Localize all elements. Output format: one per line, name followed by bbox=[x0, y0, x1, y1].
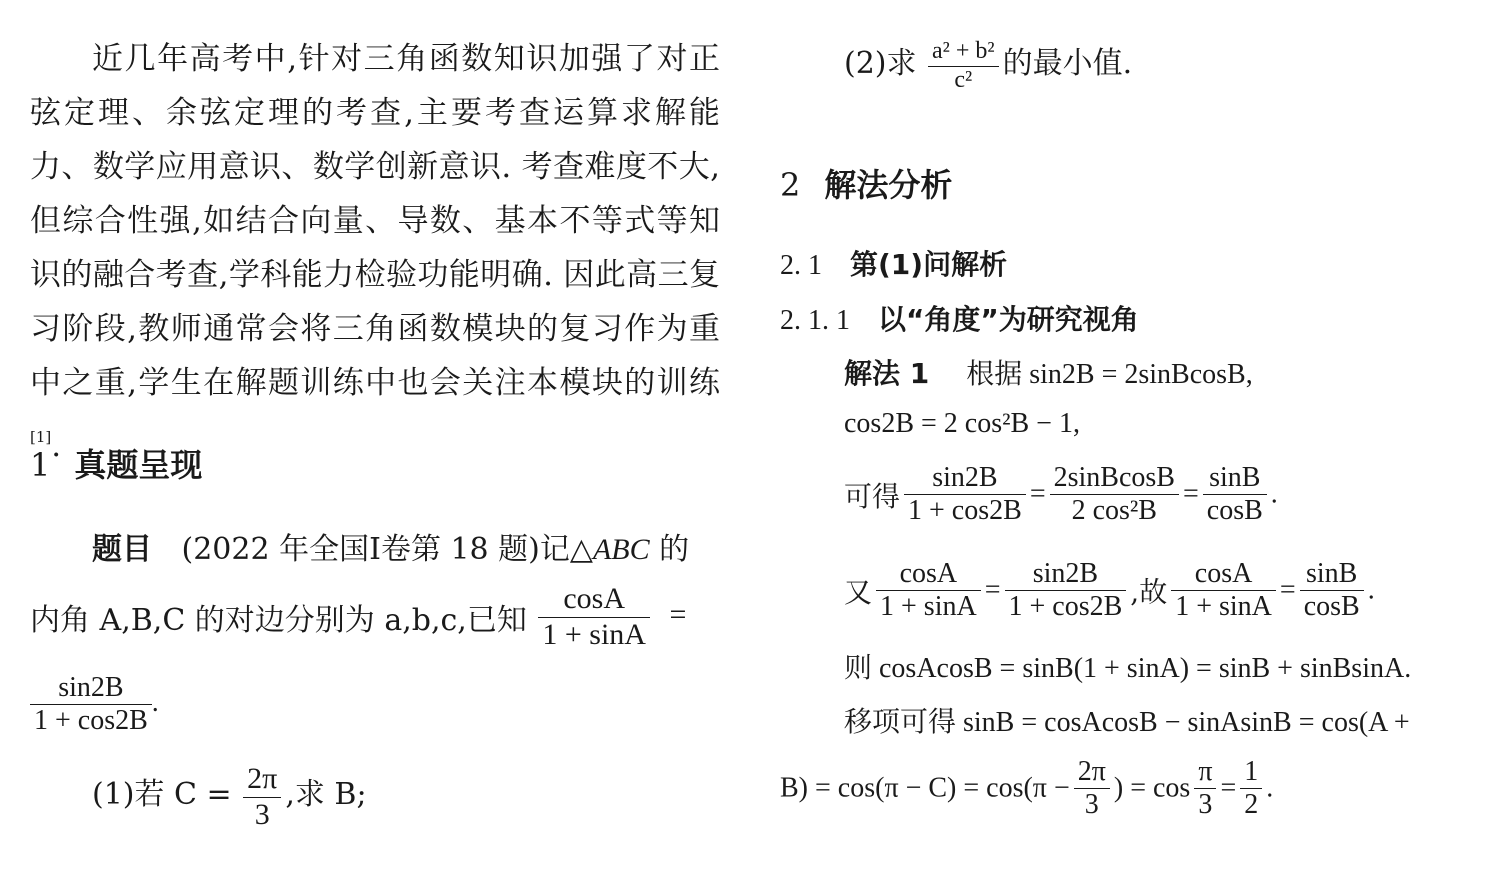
line3-prefix: 可得 bbox=[844, 479, 901, 513]
problem-triangle: ABC bbox=[592, 533, 650, 566]
method1-line6 bbox=[844, 700, 1410, 740]
method-label: 解法 1 bbox=[844, 357, 930, 390]
frac-num: cosA bbox=[1194, 558, 1253, 589]
fraction-cosA bbox=[538, 582, 650, 652]
frac-num: 1 bbox=[1244, 756, 1259, 787]
equals-sign: = bbox=[1279, 574, 1296, 606]
frac-den: cosB bbox=[1300, 590, 1364, 623]
frac-num: sin2B bbox=[58, 672, 124, 703]
method1-line2 bbox=[844, 408, 1080, 440]
line3-frac3 bbox=[1203, 462, 1267, 527]
section2-title: 解法分析 bbox=[824, 166, 953, 204]
part2-suffix: 的最小值. bbox=[1002, 46, 1133, 81]
method1-line4 bbox=[844, 558, 1375, 623]
subsection-2-1-1 bbox=[780, 298, 1139, 338]
frac-den: 3 bbox=[1074, 788, 1110, 821]
subsection-2-1-number: 2. 1 bbox=[780, 250, 822, 281]
line4-frac1 bbox=[876, 558, 981, 623]
section1-number: 1 bbox=[30, 446, 51, 484]
fraction-sin2B bbox=[30, 672, 152, 737]
frac-num: sinB bbox=[1306, 558, 1358, 589]
part1-fraction bbox=[243, 762, 281, 832]
subsection-2-1-1-number: 2. 1. 1 bbox=[780, 305, 850, 336]
part1-line bbox=[92, 762, 367, 832]
frac-num: 2π bbox=[247, 762, 278, 795]
line3-frac2 bbox=[1050, 462, 1179, 527]
problem-line1 bbox=[92, 524, 689, 568]
subsection-2-1-1-title: 以“角度”为研究视角 bbox=[878, 303, 1139, 336]
section2-number: 2 bbox=[780, 166, 801, 204]
equals-sign: = bbox=[984, 574, 1001, 606]
period: . bbox=[1266, 772, 1274, 804]
problem-text-2: 的 bbox=[649, 532, 690, 567]
method1-line1 bbox=[844, 352, 1253, 392]
frac-den: 1 + sinA bbox=[876, 590, 981, 623]
frac-den: 2 bbox=[1240, 788, 1262, 821]
method-line2-text: cos2B = 2 cos²B − 1, bbox=[844, 408, 1080, 439]
frac-den: 1 + cos2B bbox=[1005, 590, 1127, 623]
section2-heading bbox=[780, 160, 952, 206]
frac-den: 3 bbox=[243, 797, 281, 833]
method-line6-text: 移项可得 sinB = cosAcosB − sinAsinB = cos(A + bbox=[844, 707, 1410, 738]
equals-sign: = bbox=[1029, 478, 1046, 510]
line7-frac2 bbox=[1194, 756, 1216, 821]
equals-sign: = bbox=[1182, 478, 1199, 510]
frac-den: 2 cos²B bbox=[1050, 494, 1179, 527]
frac-num: π bbox=[1198, 756, 1213, 787]
line7-mid: ) = cos bbox=[1113, 772, 1191, 804]
frac-den: 1 + sinA bbox=[538, 617, 650, 653]
intro-end: . bbox=[51, 428, 62, 464]
frac-num: a² + b² bbox=[932, 38, 995, 65]
equals-sign: = bbox=[669, 597, 687, 631]
method1-line3 bbox=[844, 462, 1278, 527]
frac-den: cosB bbox=[1203, 494, 1267, 527]
line4-prefix: 又 bbox=[844, 575, 873, 609]
intro-paragraph bbox=[30, 32, 720, 473]
frac-num: sin2B bbox=[932, 462, 998, 493]
frac-num: cosA bbox=[899, 558, 958, 589]
frac-den: 1 + sinA bbox=[1171, 590, 1276, 623]
method-line5-text: 则 cosAcosB = sinB(1 + sinA) = sinB + sinBsinA. bbox=[844, 653, 1412, 684]
method1-line7 bbox=[780, 756, 1273, 821]
part1-prefix: (1)若 C = bbox=[92, 776, 232, 812]
frac-num: cosA bbox=[563, 582, 625, 615]
method-line1-text: 根据 sin2B = 2sinBcosB, bbox=[966, 359, 1253, 390]
part2-fraction bbox=[928, 38, 999, 94]
line4-mid: ,故 bbox=[1130, 575, 1168, 609]
frac-den: c² bbox=[928, 66, 999, 95]
period: . bbox=[1270, 478, 1278, 510]
problem-line3 bbox=[30, 672, 159, 737]
problem-line2 bbox=[30, 582, 686, 652]
part1-suffix: ,求 B; bbox=[285, 776, 367, 812]
line4-frac4 bbox=[1300, 558, 1364, 623]
problem-label: 题目 bbox=[92, 532, 152, 567]
intro-text: 近几年高考中,针对三角函数知识加强了对正弦定理、余弦定理的考查,主要考查运算求解能力、数学应用意识、数学创新意识. 考查难度不大,但综合性强,如结合向量、导数、基本不等式等知识的融合考查,学科能力检验功能明确. 因此高三复习阶段,教师通常会将三角函数模块的复习作为重中之重,学生在解题训练中也会关注本模块的训练 bbox=[30, 41, 720, 401]
citation: [1] bbox=[30, 428, 52, 446]
subsection-2-1-title: 第(1)问解析 bbox=[850, 248, 1008, 281]
line7-prefix: B) = cos(π − C) = cos(π − bbox=[780, 772, 1070, 804]
frac-den: 1 + cos2B bbox=[904, 494, 1026, 527]
method1-line5 bbox=[844, 646, 1411, 686]
line7-frac3 bbox=[1240, 756, 1262, 821]
section1-title: 真题呈现 bbox=[74, 446, 203, 484]
equals-sign: = bbox=[1220, 772, 1237, 804]
frac-num: 2π bbox=[1077, 756, 1106, 787]
problem-text-1: (2022 年全国Ⅰ卷第 18 题)记△ bbox=[181, 532, 593, 567]
subsection-2-1 bbox=[780, 243, 1007, 283]
line4-frac3 bbox=[1171, 558, 1276, 623]
frac-den: 1 + cos2B bbox=[30, 704, 152, 737]
period: . bbox=[1367, 574, 1375, 606]
section1-heading bbox=[30, 440, 202, 486]
part2-line bbox=[844, 38, 1132, 94]
frac-num: sin2B bbox=[1032, 558, 1099, 589]
line3-frac1 bbox=[904, 462, 1026, 527]
frac-num: 2sinBcosB bbox=[1053, 462, 1175, 493]
frac-num: sinB bbox=[1209, 462, 1261, 493]
line7-frac1 bbox=[1074, 756, 1110, 821]
part2-prefix: (2)求 bbox=[844, 46, 917, 81]
problem-line2-text: 内角 A,B,C 的对边分别为 a,b,c,已知 bbox=[30, 603, 527, 638]
frac-den: 3 bbox=[1194, 788, 1216, 821]
line4-frac2 bbox=[1005, 558, 1127, 623]
period: . bbox=[151, 687, 159, 719]
